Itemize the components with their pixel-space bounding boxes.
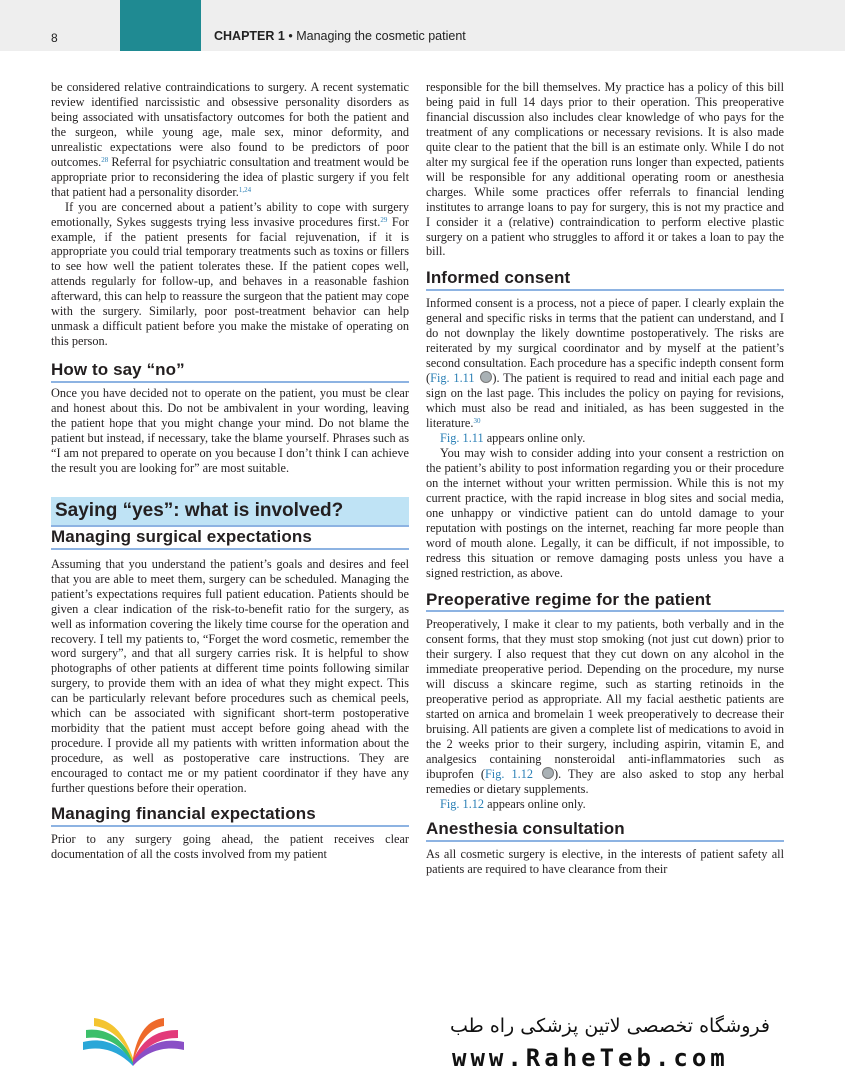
header-color-tab [120, 0, 201, 51]
figure-note [426, 431, 784, 446]
citation[interactable]: 28 [101, 155, 109, 164]
paragraph [426, 617, 784, 796]
watermark-shop-name: فروشگاه تخصصی لاتین پزشکی راه طب [450, 1015, 770, 1037]
text-run: Informed consent is a process, not a piece of paper. I clearly explain the general and specific risks in terms that the patient can understand, and I do not downplay the likely downtime postoperatively. The risks are reiterated by my surgical coordinator and by myself at the patient’s second consultation. Each procedure has a specific indepth consent form ( [426, 296, 784, 386]
text-run: For example, if the patient presents for facial rejuvenation, if it is appropriate you could trial temporary treatments such as toxins or fillers to see how well the patient tolerates these. If the patient copes well, attends regularly for follow-up, and behaves in a reasonable fashion afterward, this can help to reassure the surgeon that the patient may cope with the surgery. Similarly, poor post-treatment behavior can help unmask a difficult patient before you make the mistake of operating on this person. [51, 214, 409, 349]
page-number: 8 [51, 31, 58, 45]
chapter-label: CHAPTER 1 [214, 29, 285, 43]
paragraph [51, 80, 409, 200]
section-heading-informed-consent: Informed consent [426, 271, 784, 291]
paragraph [51, 200, 409, 350]
paragraph: Once you have decided not to operate on the patient, you must be clear and honest about this. Do not be ambivalent in your wording, leaving the patient hope that you might change your mind. Do not blame the patient but instead, if necessary, take the blame yourself. Phrases such as “I am not prepared to operate on you because I don’t think I can achieve the result you are looking for” are most suitable. [51, 386, 409, 475]
right-column [426, 80, 784, 877]
book-logo-icon [78, 1010, 188, 1072]
text-run: appears online only. [484, 796, 586, 811]
header-bullet: • [288, 29, 293, 43]
section-heading-surgical-expectations: Managing surgical expectations [51, 530, 409, 550]
citation[interactable]: 29 [380, 215, 388, 224]
citation[interactable]: 1,24 [238, 185, 252, 194]
paragraph: responsible for the bill themselves. My practice has a policy of this bill being paid in full 14 days prior to their operation. This preoperative financial discussion also includes clear knowledge of who pays for the treatment of any complications or necessary revisions. It is also made quite clear to the patient that the bill is an estimate only. While I do not alter my surgical fee if the operation runs longer than expected, patients will be responsible for any additional operating room or anesthesia charges. While some practices offer referrals to financial lending institutes to arrange loans to pay for surgery, this is not my practice and I consider it a (relative) contraindication to perform elective plastic surgery on a patient who struggles to afford it or takes a loan to pay the bill. [426, 80, 784, 259]
text-run: ). They are also asked to stop any herbal remedies or dietary supplements. [426, 766, 784, 796]
running-header [214, 29, 466, 43]
text-run: appears online only. [483, 430, 586, 445]
chapter-title: Managing the cosmetic patient [296, 29, 466, 43]
text-run: be considered relative contraindications to surgery. A recent systematic review identified narcissistic and obsessive personality disorders as being associated with unsatisfactory outcomes for both the patient and the surgeon, while young age, male sex, minor deformity, and unrealistic expectations were also found to be predictors of poor outcomes. [51, 80, 409, 169]
paragraph: Prior to any surgery going ahead, the patient receives clear documentation of all the costs involved from my patient [51, 831, 409, 861]
figure-note [426, 797, 784, 812]
section-heading-financial-expectations: Managing financial expectations [51, 807, 409, 827]
paragraph: You may wish to consider adding into your consent a restriction on the patient’s ability to post information regarding you or their procedure on the internet without your written permission. While this is not my current practice, with the rapid increase in blog sites and social media, one unhappy or vindictive patient can do untold damage to your reputation with postings on the internet, reaching far more people than word of mouth alone. Legally, it can be difficult, if not impossible, to redress this situation or remove damaging posts unless you have a signed restriction, as above. [426, 445, 784, 580]
figure-link[interactable]: Fig. 1.12 [440, 796, 485, 811]
figure-link[interactable]: Fig. 1.12 [484, 766, 533, 781]
figure-link[interactable]: Fig. 1.11 [440, 430, 484, 445]
section-heading-preoperative-regime: Preoperative regime for the patient [426, 593, 784, 613]
section-heading-how-to-say-no: How to say “no” [51, 363, 409, 383]
text-run: ). The patient is required to read and initial each page and sign on the last page. This includes the policy on paying for revisions, which must also be read and initialed, as has been suggested in the literature. [426, 371, 785, 431]
text-run: Referral for psychiatric consultation and treatment would be appropriate prior to reconsidering the idea of plastic surgery if you felt that patient had a personality disorder. [51, 154, 409, 199]
paragraph: Assuming that you understand the patient’s goals and desires and feel that you are able to meet them, surgery can be scheduled. Managing the patient’s expectations requires full patient education. Patients should be given a clear indication of the risk-to-benefit ratio for the surgery, as well as information covering the likely time course for the operation and recovery. I tell my patients to, “Forget the word cosmetic, remember the word surgery”, and that all surgery carries risk. It is helpful to show photographs of other patients at different time points following similar surgery, to provide them with an idea of what they might expect. This can be particularly relevant before procedures such as chemical peels, which can be associated with significant short-term postoperative morbidity that the patient must accept before going ahead with the procedure. I provide all my patients with written information about the procedure, as well as postoperative care instructions. They are encouraged to contact me or my patient coordinator if they have any further questions before their operation. [51, 556, 409, 796]
section-heading-anesthesia-consultation: Anesthesia consultation [426, 822, 784, 842]
citation[interactable]: 30 [473, 417, 481, 426]
online-content-icon[interactable] [542, 767, 554, 779]
left-column [51, 80, 409, 862]
section-banner-saying-yes: Saying “yes”: what is involved? [51, 497, 409, 527]
paragraph [426, 296, 784, 431]
paragraph: As all cosmetic surgery is elective, in the interests of patient safety all patients are required to have clearance from their [426, 846, 784, 876]
page-header [0, 0, 845, 51]
watermark-website[interactable]: www.RaheTeb.com [452, 1044, 729, 1072]
figure-link[interactable]: Fig. 1.11 [430, 371, 475, 386]
bottom-fade [0, 920, 845, 1000]
online-content-icon[interactable] [480, 371, 492, 383]
text-run: If you are concerned about a patient’s ability to cope with surgery emotionally, Sykes suggests trying less invasive procedures first. [51, 199, 409, 229]
text-run: Preoperatively, I make it clear to my patients, both verbally and in the consent forms, that they must stop smoking (not just cut down) prior to their surgery. I also request that they cut down on any alcohol in the immediate preoperative period. Depending on the procedure, my nurse will discuss a skincare regime, such as starting retinoids in the preoperative period as appropriate. All my facial aesthetic patients are started on arnica and bromelain 1 week preoperatively to decrease their bruising. All patients are given a complete list of medications to avoid in the 2 weeks prior to their surgery, including aspirin, vitamin E, and analgesics containing nonsteroidal anti-inflammatories such as ibuprofen ( [426, 617, 784, 781]
